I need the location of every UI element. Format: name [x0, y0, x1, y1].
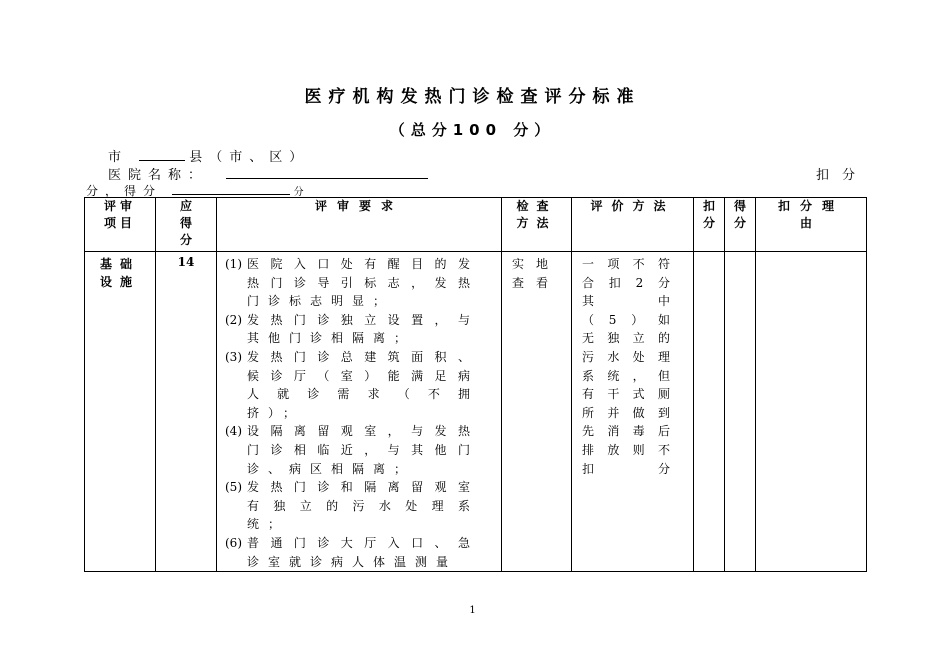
document-subtitle: （总分100 分） [389, 121, 556, 139]
requirement-line: 医院入口处有醒目的发 [247, 257, 479, 271]
deduct-total-label: 扣 分 [816, 168, 856, 183]
row-requirements [217, 252, 502, 572]
header-method: 评价方法 [572, 198, 694, 252]
header-got: 得分 [725, 198, 756, 252]
table-header-row [85, 198, 867, 252]
requirement-line: 热门诊导引标志，发热 [247, 275, 479, 290]
requirement-line: 其他门诊相隔离； [247, 331, 416, 346]
city-label: 市 [108, 150, 122, 165]
hospital-name-blank [226, 166, 428, 179]
requirement-number: (3) [225, 349, 242, 364]
requirement-line: 门诊相临近，与其他门 [247, 442, 479, 457]
hospital-line [108, 164, 428, 183]
requirement-number: (4) [225, 424, 242, 439]
row-item: 基础设施 [85, 252, 156, 572]
requirement-line: 诊、病区相隔离； [247, 461, 416, 476]
requirement-item [225, 422, 479, 478]
requirement-number: (5) [225, 480, 242, 495]
page-number: 1 [469, 605, 476, 616]
row-evaluation-method: 一项不符合扣2分其中（5）如无独立的污水处理系统，但有干式厕所并做到先消毒后排放则不扣分 [572, 252, 694, 572]
region-line [108, 146, 309, 165]
requirement-item [225, 534, 479, 571]
requirement-line: 发热门诊总建筑面积、 [247, 349, 479, 364]
requirement-line: 人就诊需求（不拥 [247, 387, 479, 402]
requirement-line: 设隔离留观室，与发热 [247, 424, 479, 439]
row-score: 14 [156, 252, 217, 572]
score-line-suffix: 分 [293, 187, 304, 198]
row-check-method: 实地查看 [502, 252, 572, 572]
document-title: 医疗机构发热门诊检查评分标准 [304, 87, 641, 107]
row-got[interactable] [725, 252, 756, 572]
row-deduct[interactable] [694, 252, 725, 572]
row-reason[interactable] [756, 252, 867, 572]
requirement-item [225, 311, 479, 348]
header-check: 检查方法 [502, 198, 572, 252]
county-label: 县（市、区） [189, 150, 310, 165]
header-reason: 扣分理由 [756, 198, 867, 252]
requirement-item [225, 348, 479, 422]
city-blank [139, 148, 185, 161]
requirement-item [225, 255, 479, 311]
requirement-line: 普通门诊大厅入口、急 [247, 535, 479, 550]
score-blank [172, 182, 290, 195]
requirement-line: 统； [247, 517, 290, 532]
requirement-line: 候诊厅（室）能满足病 [247, 368, 479, 383]
requirement-line: 挤）； [247, 405, 305, 420]
header-requirement: 评审要求 [217, 198, 502, 252]
requirement-number: (1) [225, 257, 242, 271]
requirement-number: (2) [225, 312, 242, 327]
requirement-item [225, 478, 479, 534]
header-deduct: 扣分 [694, 198, 725, 252]
requirement-line: 发热门诊独立设置，与 [247, 312, 479, 327]
requirement-line: 诊室就诊病人体温测量 [247, 554, 458, 569]
requirement-line: 门诊标志明显； [247, 294, 395, 309]
header-item: 评审项目 [85, 198, 156, 252]
scoring-table [84, 197, 867, 572]
requirement-line: 发热门诊和隔离留观室 [247, 480, 479, 495]
score-line-prefix: 分，得分 [86, 184, 163, 198]
requirement-list [225, 255, 479, 571]
header-score: 应得分 [156, 198, 217, 252]
hospital-label: 医院名称： [108, 168, 209, 183]
requirement-line: 有独立的污水处理系 [247, 498, 479, 513]
requirement-number: (6) [225, 535, 242, 550]
table-row [85, 252, 867, 572]
